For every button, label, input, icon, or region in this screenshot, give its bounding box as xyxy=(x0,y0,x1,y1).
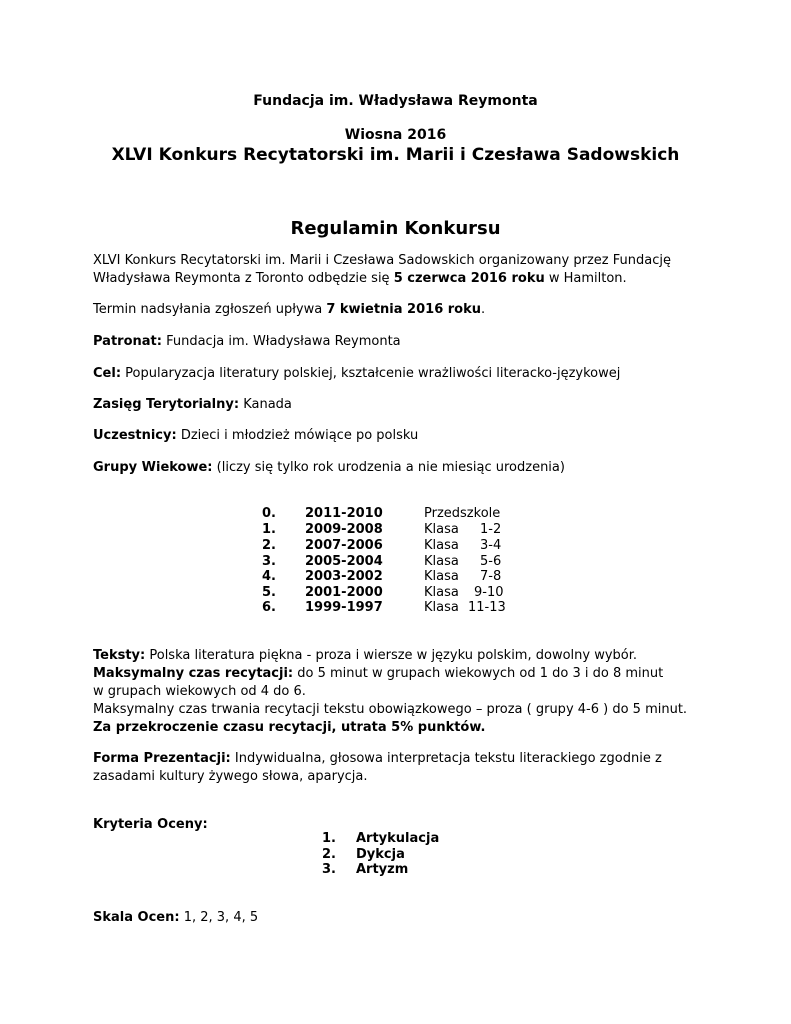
max-time-line-2: w grupach wiekowych od 4 do 6. xyxy=(93,684,306,699)
penalty-line: Za przekroczenie czasu recytacji, utrata 5% punktów. xyxy=(93,720,486,735)
kryteria-label: Kryteria Oceny: xyxy=(93,817,208,832)
forma-line-2: zasadami kultury żywego słowa, aparycja. xyxy=(93,769,368,784)
patronat-line: Patronat: Fundacja im. Władysława Reymonta xyxy=(93,334,401,349)
document-page: Fundacja im. Władysława Reymonta Wiosna 2016 XLVI Konkurs Recytatorski im. Marii i Czesława Sadowskich Regulamin Konkursu XLVI Konkurs Recytatorski im. Marii i Czesława Sadowskich organizowany przez Fundację Władysława Reymonta z Toronto odbędzie się 5 czerwca 2016 roku w Hamilton. Termin nadsyłania zgłoszeń upływa 7 kwietnia 2016 roku. Patronat: Fundacja im. Władysława Reymonta Cel: Popularyzacja literatury polskiej, kształcenie wrażliwości literacko-językowej Zasięg Terytorialny: Kanada Uczestnicy: Dzieci i młodzież mówiące po polsku Grupy Wiekowe: (liczy się tylko rok urodzenia a nie miesiąc urodzenia) 0. 2011-2010 Przedszkole 1. 2009-2008 Klasa 1-2 2. 2007-2006 Klasa 3-4 3. 2005-2004 Klasa 5-6 4. 2003-2002 Klasa 7-8 5. 2001-2000 Klasa 9-10 6. 1999-1997 Klasa 11-13 Teksty: Polska literatura piękna - proza i wiersze w języku polskim, dowolny wybór. Maksymalny czas recytacji: do 5 minut w grupach wiekowych od 1 do 3 i do 8 minut w grupach wiekowych od 4 do 6. Maksymalny czas trwania recytacji tekstu obowiązkowego – proza ( grupy 4-6 ) do 5 minut. Za przekroczenie czasu recytacji, utrata 5% punktów. Forma Prezentacji: Indywidualna, głosowa interpretacja tekstu literackiego zgodnie z zasadami kultury żywego słowa, aparycja. Kryteria Oceny: 1. Artykulacja 2. Dykcja 3. Artyzm Skala Ocen: 1, 2, 3, 4, 5 xyxy=(0,0,791,1024)
uczestnicy-line: Uczestnicy: Dzieci i młodzież mówiące po polsku xyxy=(93,428,419,443)
rules-title: Regulamin Konkursu xyxy=(290,218,501,239)
deadline-line: Termin nadsyłania zgłoszeń upływa 7 kwietnia 2016 roku. xyxy=(93,302,486,317)
contest-title: XLVI Konkurs Recytatorski im. Marii i Czesława Sadowskich xyxy=(111,145,680,165)
grupy-line: Grupy Wiekowe: (liczy się tylko rok urodzenia a nie miesiąc urodzenia) xyxy=(93,460,565,475)
intro-line-2: Władysława Reymonta z Toronto odbędzie się 5 czerwca 2016 roku w Hamilton. xyxy=(93,271,627,286)
zasieg-line: Zasięg Terytorialny: Kanada xyxy=(93,397,292,412)
contest-date: 5 czerwca 2016 roku xyxy=(393,271,545,286)
intro-line-1: XLVI Konkurs Recytatorski im. Marii i Czesława Sadowskich organizowany przez Fundację xyxy=(93,253,671,268)
max-time-line: Maksymalny czas recytacji: do 5 minut w grupach wiekowych od 1 do 3 i do 8 minut xyxy=(93,666,664,681)
deadline-date: 7 kwietnia 2016 roku xyxy=(326,302,482,317)
foundation-heading: Fundacja im. Władysława Reymonta xyxy=(253,93,538,109)
forma-line: Forma Prezentacji: Indywidualna, głosowa interpretacja tekstu literackiego zgodnie z xyxy=(93,751,662,766)
max-time-line-3: Maksymalny czas trwania recytacji tekstu obowiązkowego – proza ( grupy 4-6 ) do 5 minut. xyxy=(93,702,688,717)
skala-line: Skala Ocen: 1, 2, 3, 4, 5 xyxy=(93,910,259,925)
teksty-line: Teksty: Polska literatura piękna - proza i wiersze w języku polskim, dowolny wybór. xyxy=(93,648,638,663)
cel-line: Cel: Popularyzacja literatury polskiej, kształcenie wrażliwości literacko-językowej xyxy=(93,366,621,381)
season-heading: Wiosna 2016 xyxy=(344,127,447,143)
